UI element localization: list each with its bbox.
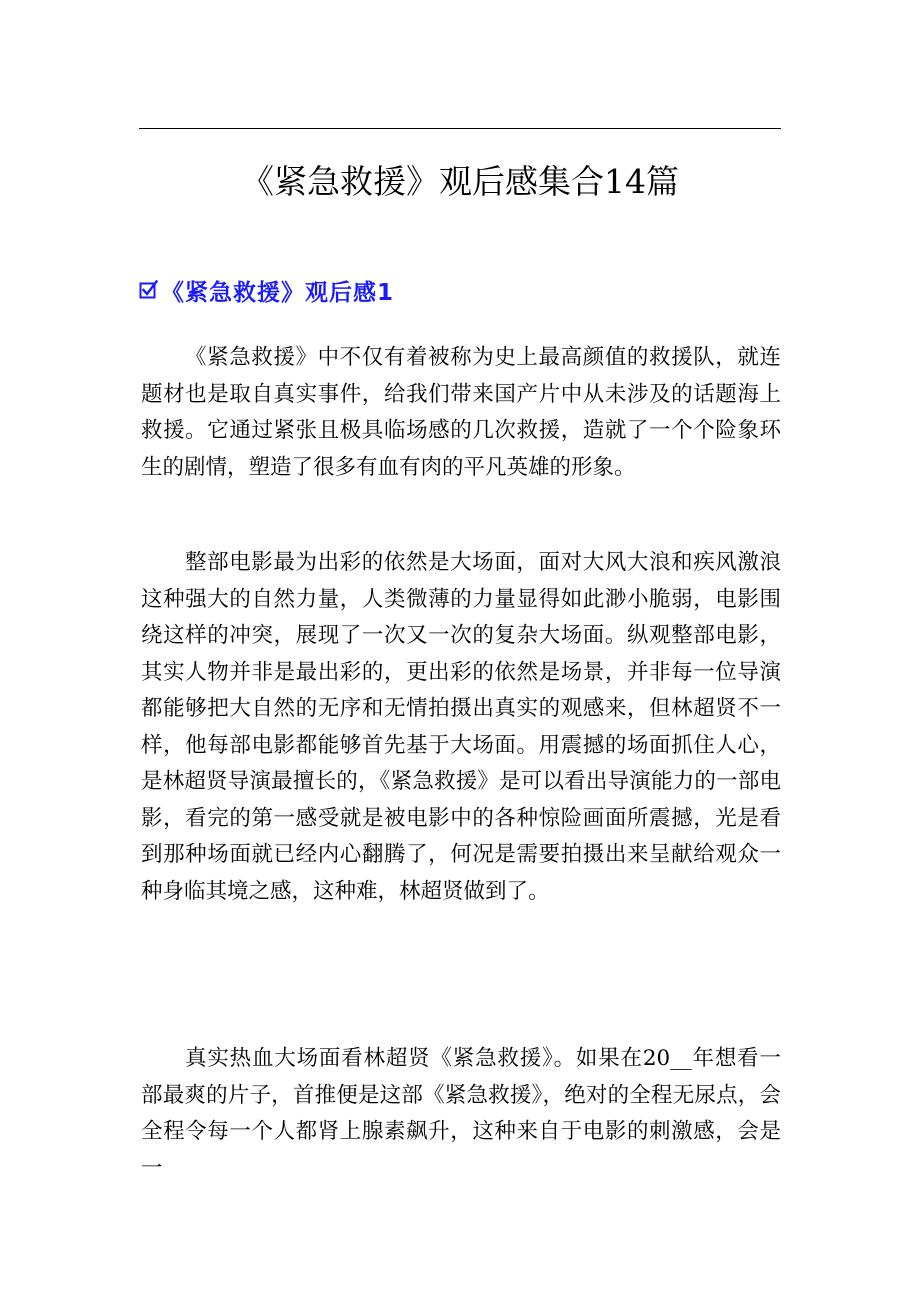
paragraph-3: 真实热血大场面看林超贤《紧急救援》。如果在20__年想看一部最爽的片子，首推便是这部《紧急救援》，绝对的全程无尿点，会全程令每一个人都肾上腺素飙升，这种来自于电影的刺激感，会是一 — [141, 1046, 781, 1181]
document-title: 《紧急救援》观后感集合14篇 — [241, 162, 679, 201]
paragraph-2: 整部电影最为出彩的依然是大场面，面对大风大浪和疾风激浪这种强大的自然力量，人类微薄的力量显得如此渺小脆弱，电影围绕这样的冲突，展现了一次又一次的复杂大场面。纵观整部电影，其实人物并非是最出彩的，更出彩的依然是场景，并非每一位导演都能够把大自然的无序和无情拍摄出真实的观感来，但林超贤不一样，他每部电影都能够首先基于大场面。用震撼的场面抓住人心，是林超贤导演最擅长的，《紧急救援》是可以看出导演能力的一部电影，看完的第一感受就是被电影中的各种惊险画面所震撼，光是看到那种场面就已经内心翻腾了，何况是需要拍摄出来呈献给观众一种身临其境之感，这种难，林超贤做到了。 — [141, 550, 781, 904]
paragraph-1: 《紧急救援》中不仅有着被称为史上最高颜值的救援队，就连题材也是取自真实事件，给我们带来国产片中从未涉及的话题海上救援。它通过紧张且极具临场感的几次救援，造就了一个个险象环生的剧情，塑造了很多有血有肉的平凡英雄的形象。 — [141, 345, 781, 480]
checked-box-icon — [139, 280, 159, 300]
header-rule — [139, 128, 781, 129]
section-heading — [139, 272, 394, 308]
section-heading-text: 《紧急救援》观后感1 — [161, 279, 395, 306]
